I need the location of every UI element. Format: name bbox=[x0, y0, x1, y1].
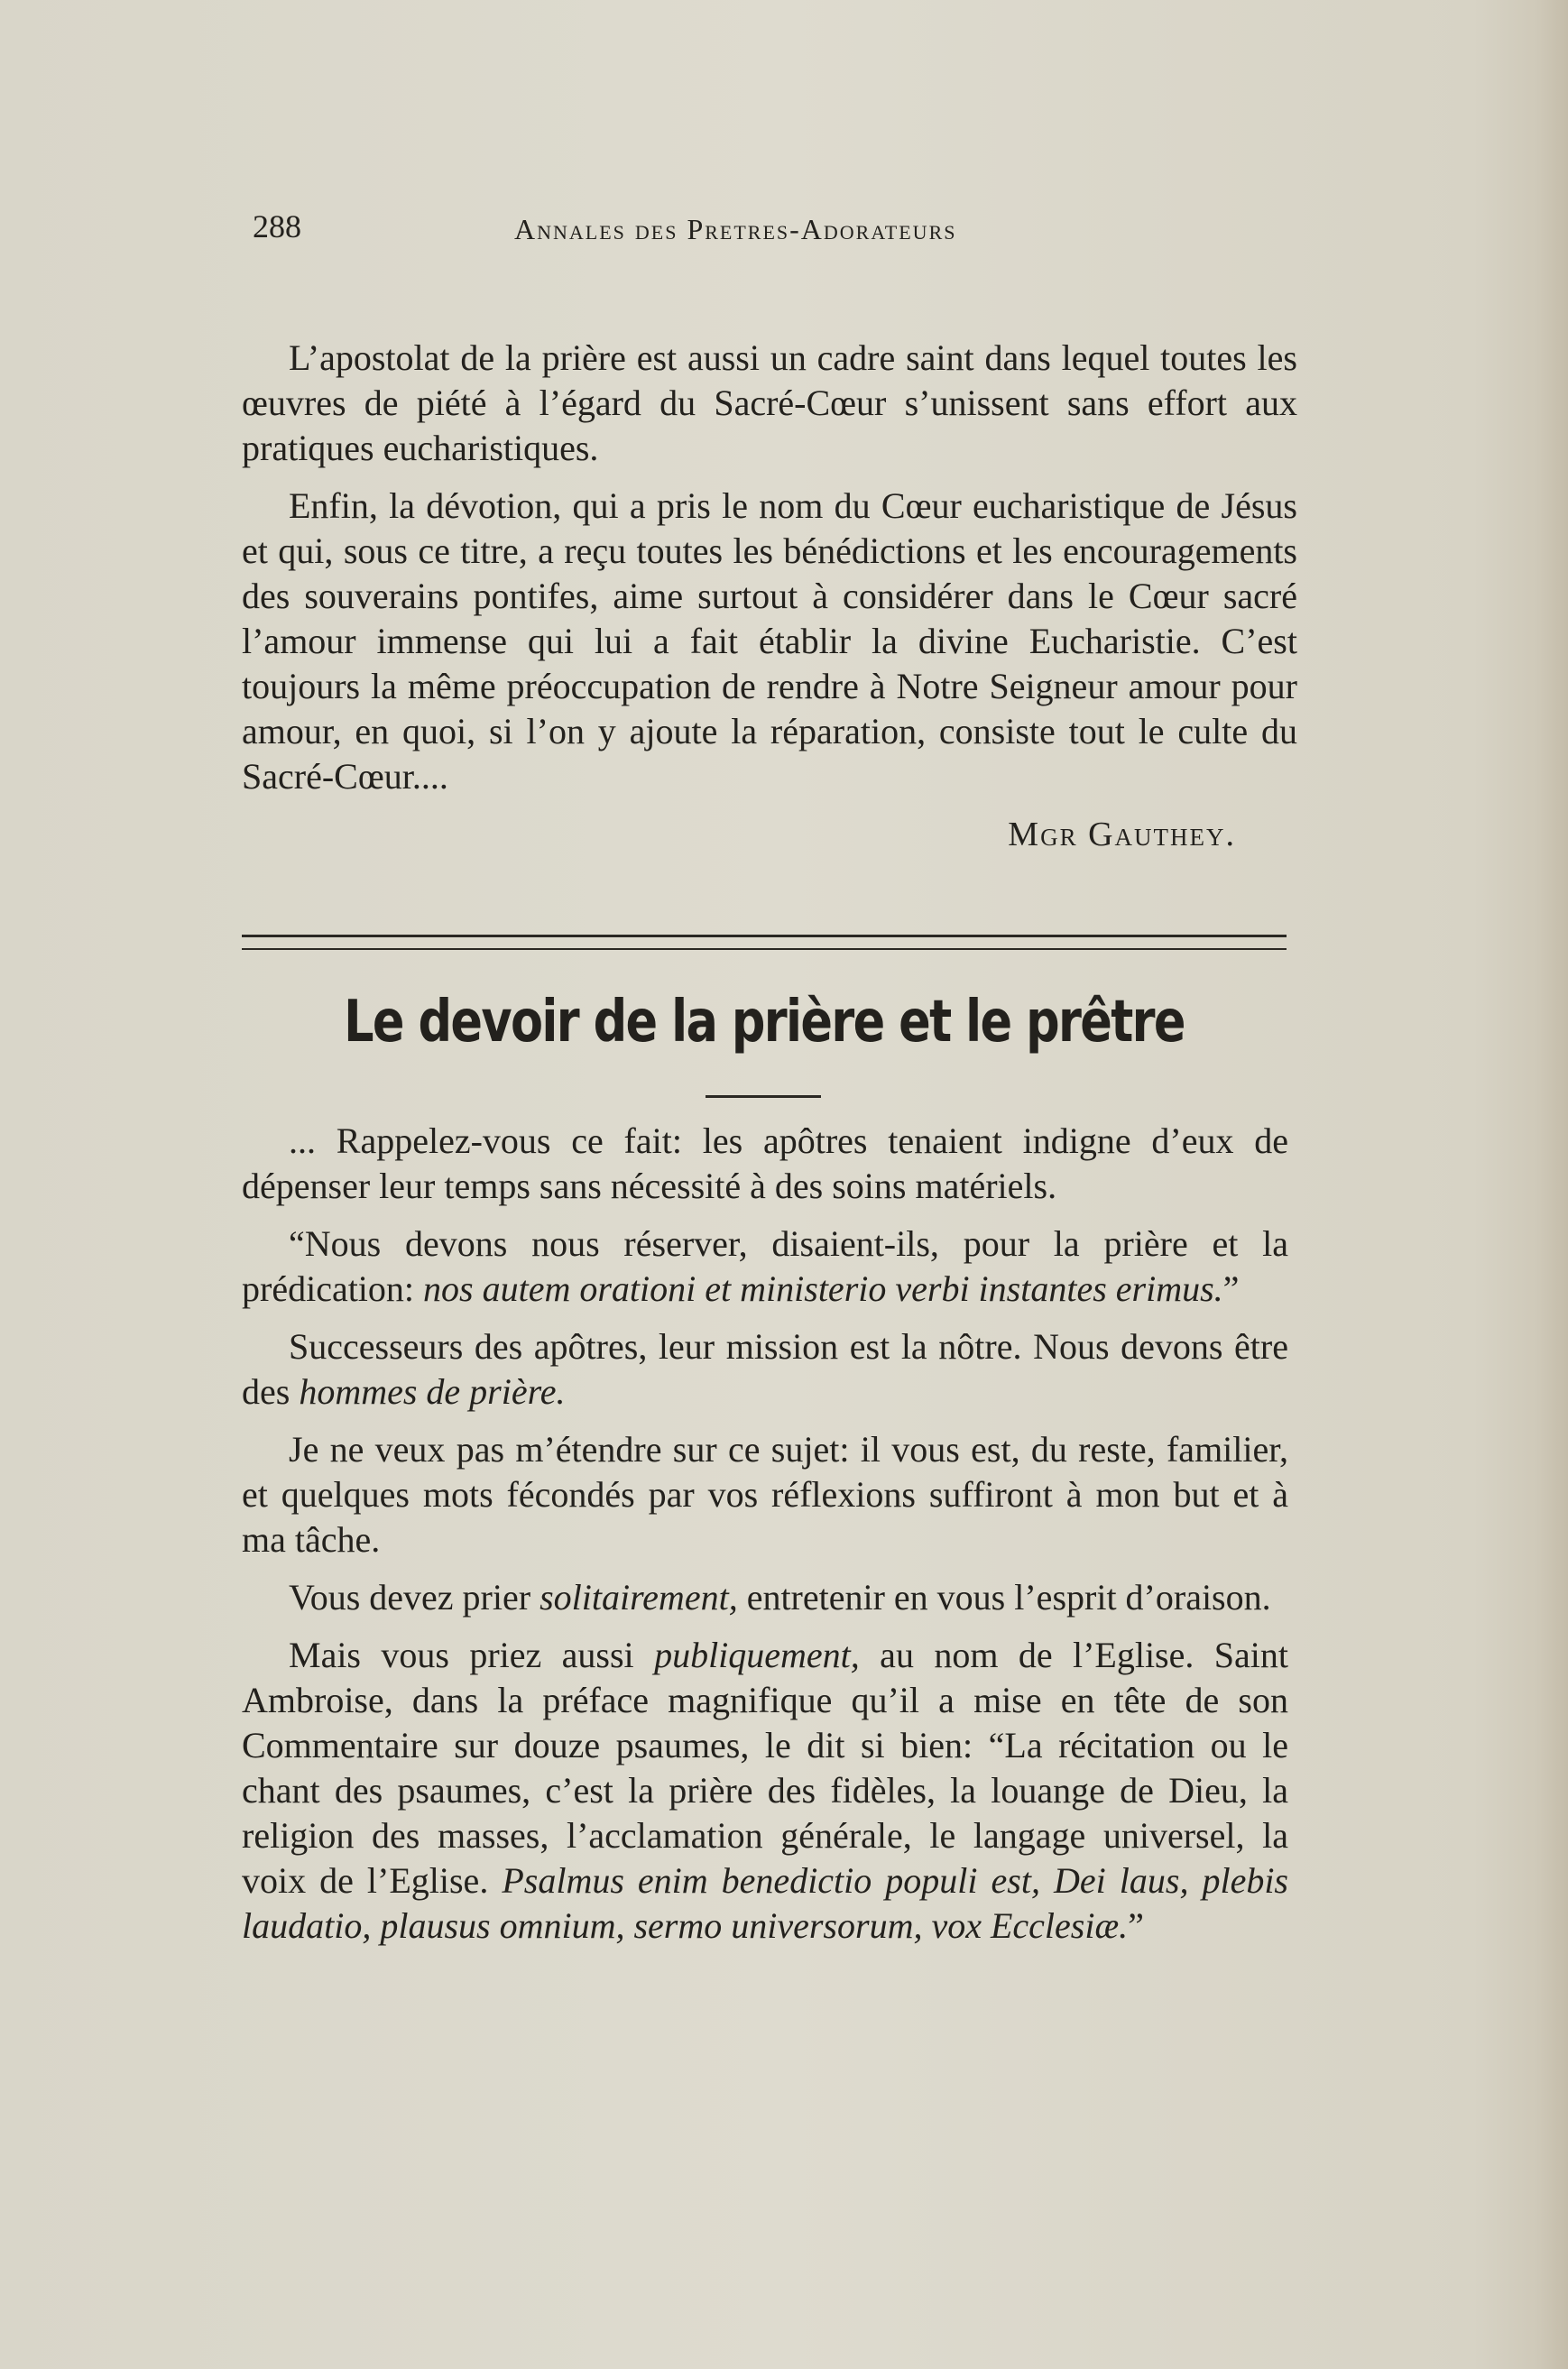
paragraph: Enfin, la dévotion, qui a pris le nom du Cœur eucharistique de Jésus et qui, sous ce titre, a reçu toutes les bénédictions et les encouragements des souverains pontifes, aime surtout à considérer dans le Cœur sacré l’amour immense qui lui a fait établir la divine Eucharistie. C’est toujours la même préoccupation de rendre à Notre Seigneur amour pour amour, en quoi, si l’on y ajoute la réparation, consiste tout le culte du Sacré-Cœur.... bbox=[242, 485, 1297, 797]
paragraph: L’apostolat de la prière est aussi un cadre saint dans lequel toutes les œuvres de piété à l’égard du Sacré-Cœur s’unissent sans effort aux pratiques eucharistiques. bbox=[242, 337, 1297, 468]
paragraph bbox=[242, 1221, 1288, 1312]
paragraph-text: Mais vous priez aussi bbox=[289, 1635, 655, 1675]
section-divider bbox=[242, 935, 1287, 950]
latin-quote: Psalmus enim benedictio populi est, Dei laus, plebis laudatio, plausus omnium, sermo universorum, vox Ecclesiæ. bbox=[242, 1860, 1288, 1946]
paragraph bbox=[242, 1633, 1288, 1949]
paragraph-text: Successeurs des apôtres, leur mission est la nôtre. Nous devons être des bbox=[242, 1326, 1288, 1412]
preceding-article-end bbox=[242, 336, 1297, 857]
emphasis: publiquement, bbox=[654, 1635, 860, 1675]
paragraph bbox=[242, 1575, 1288, 1620]
running-head bbox=[253, 200, 1335, 254]
closing-quote: ” bbox=[1128, 1905, 1144, 1946]
closing-quote: ” bbox=[1222, 1268, 1240, 1309]
paragraph: ... Rappelez-vous ce fait: les apôtres tenaient indigne d’eux de dépenser leur temps sans nécessité à des soins matériels. bbox=[242, 1120, 1288, 1206]
journal-title: Annales des Pretres-Adorateurs bbox=[514, 213, 957, 245]
paragraph-text: entretenir en vous l’esprit d’oraison. bbox=[737, 1577, 1271, 1618]
title-underline bbox=[706, 1095, 821, 1098]
paragraph bbox=[242, 1324, 1288, 1415]
emphasis: solitairement, bbox=[540, 1577, 738, 1618]
emphasis: hommes de prière. bbox=[299, 1371, 566, 1412]
author-signature: Mgr Gauthey. bbox=[1008, 816, 1236, 853]
latin-quote: nos autem orationi et ministerio verbi instantes erimus. bbox=[423, 1268, 1223, 1309]
article-body bbox=[242, 1119, 1288, 1961]
paragraph-text: “Nous devons nous réserver, disaient-ils, pour la prière et la prédication: bbox=[242, 1223, 1288, 1309]
paragraph-text: Vous devez prier bbox=[289, 1577, 540, 1618]
article-title: Le devoir de la prière et le prêtre bbox=[344, 989, 1185, 1055]
paragraph: Je ne veux pas m’étendre sur ce sujet: il vous est, du reste, familier, et quelques mots fécondés par vos réflexions suffiront à mon but et à ma tâche. bbox=[242, 1429, 1288, 1560]
page-number: 288 bbox=[253, 208, 301, 244]
paragraph-text: au nom de l’Eglise. Saint Ambroise, dans la préface magnifique qu’il a mise en tête de son Commentaire sur douze psaumes, le dit si bien: “La récitation ou le chant des psaumes, c’est la prière des fidèles, la louange de Dieu, la religion des masses, l’acclamation générale, le langage universel, la voix de l’Eglise. bbox=[242, 1635, 1288, 1901]
